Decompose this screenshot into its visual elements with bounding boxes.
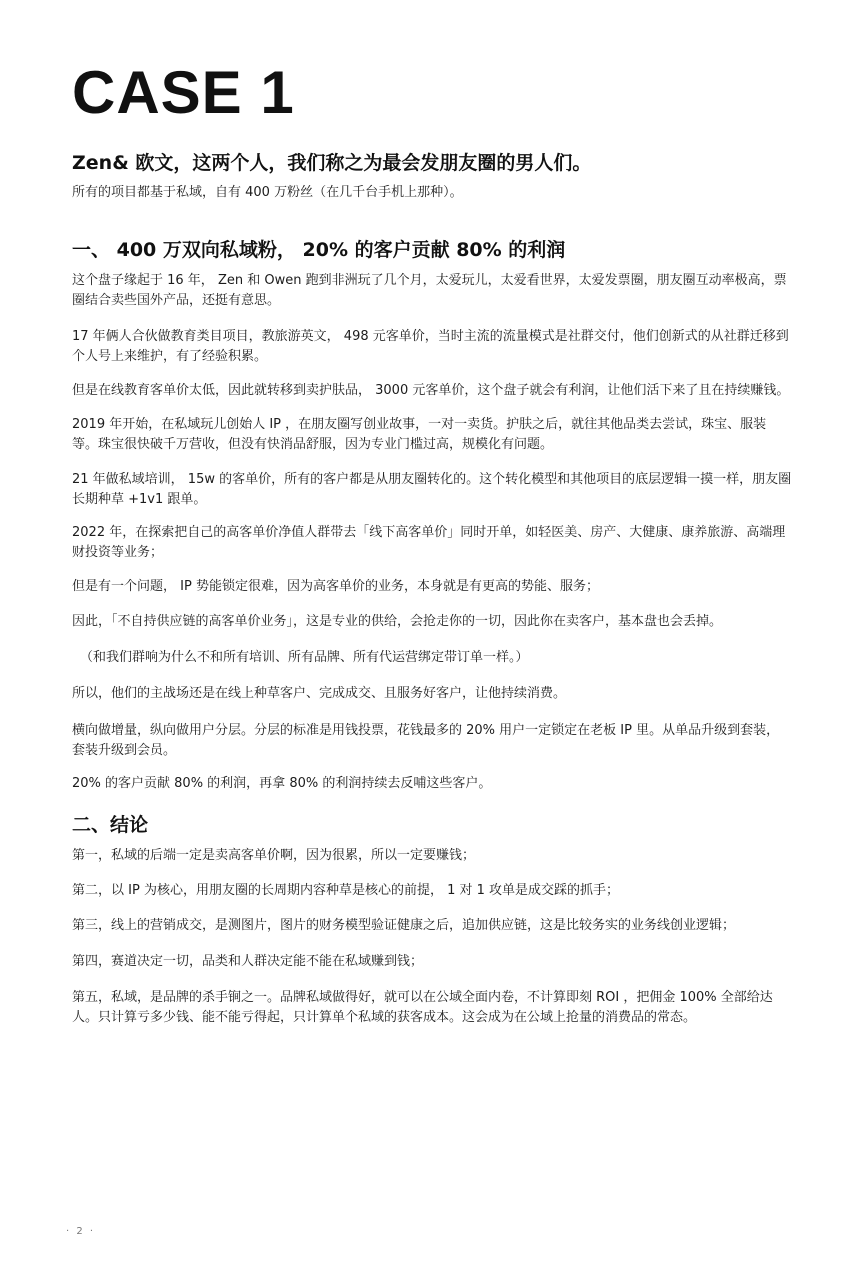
section1-paragraph: 因此，「不自持供应链的高客单价业务」，这是专业的供给，会抢走你的一切，因此你在卖客户，基本盘也会丢掉。	[72, 614, 723, 629]
section1-paragraph: 2022 年，在探索把自己的高客单价净值人群带去「线下高客单价」同时开单，如轻医美、房产、大健康、康养旅游、高端理财投资等业务；	[72, 525, 786, 560]
section1-paragraph: 20% 的客户贡献 80% 的利润，再拿 80% 的利润持续去反哺这些客户。	[72, 776, 492, 791]
section2-paragraph: 第四，赛道决定一切，品类和人群决定能不能在私域赚到钱；	[72, 954, 424, 969]
section1-paragraph: 但是在线教育客单价太低，因此就转移到卖护肤品， 3000 元客单价，这个盘子就会有利润，让他们活下来了且在持续赚钱。	[72, 383, 790, 398]
section2-paragraph: 第一，私域的后端一定是卖高客单价啊，因为很累，所以一定要赚钱；	[72, 848, 476, 863]
section1-paragraph: 横向做增量，纵向做用户分层。分层的标准是用钱投票，花钱最多的 20% 用户一定锁定在老板 IP 里。从单品升级到套装，套装升级到会员。	[72, 723, 780, 758]
section1-paragraph: （和我们群响为什么不和所有培训、所有品牌、所有代运营绑定带订单一样。）	[80, 650, 529, 665]
case-title: CASE 1	[72, 59, 295, 126]
section1-paragraph: 17 年俩人合伙做教育类目项目，教旅游英文， 498 元客单价，当时主流的流量模式是社群交付，他们创新式的从社群迁移到个人号上来维护，有了经验积累。	[72, 329, 789, 364]
page-number: · 2 ·	[66, 1226, 96, 1237]
section2-paragraph: 第三，线上的营销成交，是测图片，图片的财务模型验证健康之后，追加供应链，这是比较务实的业务线创业逻辑；	[72, 918, 736, 933]
section1-paragraph: 2019 年开始，在私域玩儿创始人 IP ，在朋友圈写创业故事，一对一卖货。护肤之后，就往其他品类去尝试，珠宝、服装等。珠宝很快破千万营收，但没有快消品舒服，因为专业门槛过高，规模化有问题。	[72, 417, 767, 452]
intro-text: 所有的项目都基于私域，自有 400 万粉丝（在几千台手机上那种）。	[72, 185, 463, 200]
section2-paragraph: 第五，私域，是品牌的杀手锏之一。品牌私域做得好，就可以在公域全面内卷，不计算即刻 ROI ，把佣金 100% 全部给达人。只计算亏多少钱、能不能亏得起，只计算单个私域的获客成本。这会成为在公域上抢量的消费品的常态。	[72, 990, 773, 1025]
section1-paragraph: 所以，他们的主战场还是在线上种草客户、完成成交、且服务好客户，让他持续消费。	[72, 686, 567, 701]
section2-heading: 二、结论	[72, 814, 149, 836]
subtitle: Zen& 欧文，这两个人，我们称之为最会发朋友圈的男人们。	[72, 152, 592, 174]
section1-paragraph: 21 年做私域培训， 15w 的客单价，所有的客户都是从朋友圈转化的。这个转化模型和其他项目的底层逻辑一摸一样，朋友圈长期种草 +1v1 跟单。	[72, 472, 792, 507]
section1-paragraph: 这个盘子缘起于 16 年， Zen 和 Owen 跑到非洲玩了几个月，太爱玩儿，太爱看世界，太爱发票圈，朋友圈互动率极高，票圈结合卖些国外产品，还挺有意思。	[72, 273, 787, 308]
section1-heading: 一、 400 万双向私域粉， 20% 的客户贡献 80% 的利润	[72, 239, 566, 261]
section2-paragraph: 第二，以 IP 为核心，用朋友圈的长周期内容种草是核心的前提， 1 对 1 攻单是成交踩的抓手；	[72, 883, 620, 898]
section1-paragraph: 但是有一个问题， IP 势能锁定很难，因为高客单价的业务，本身就是有更高的势能、服务；	[72, 579, 599, 594]
